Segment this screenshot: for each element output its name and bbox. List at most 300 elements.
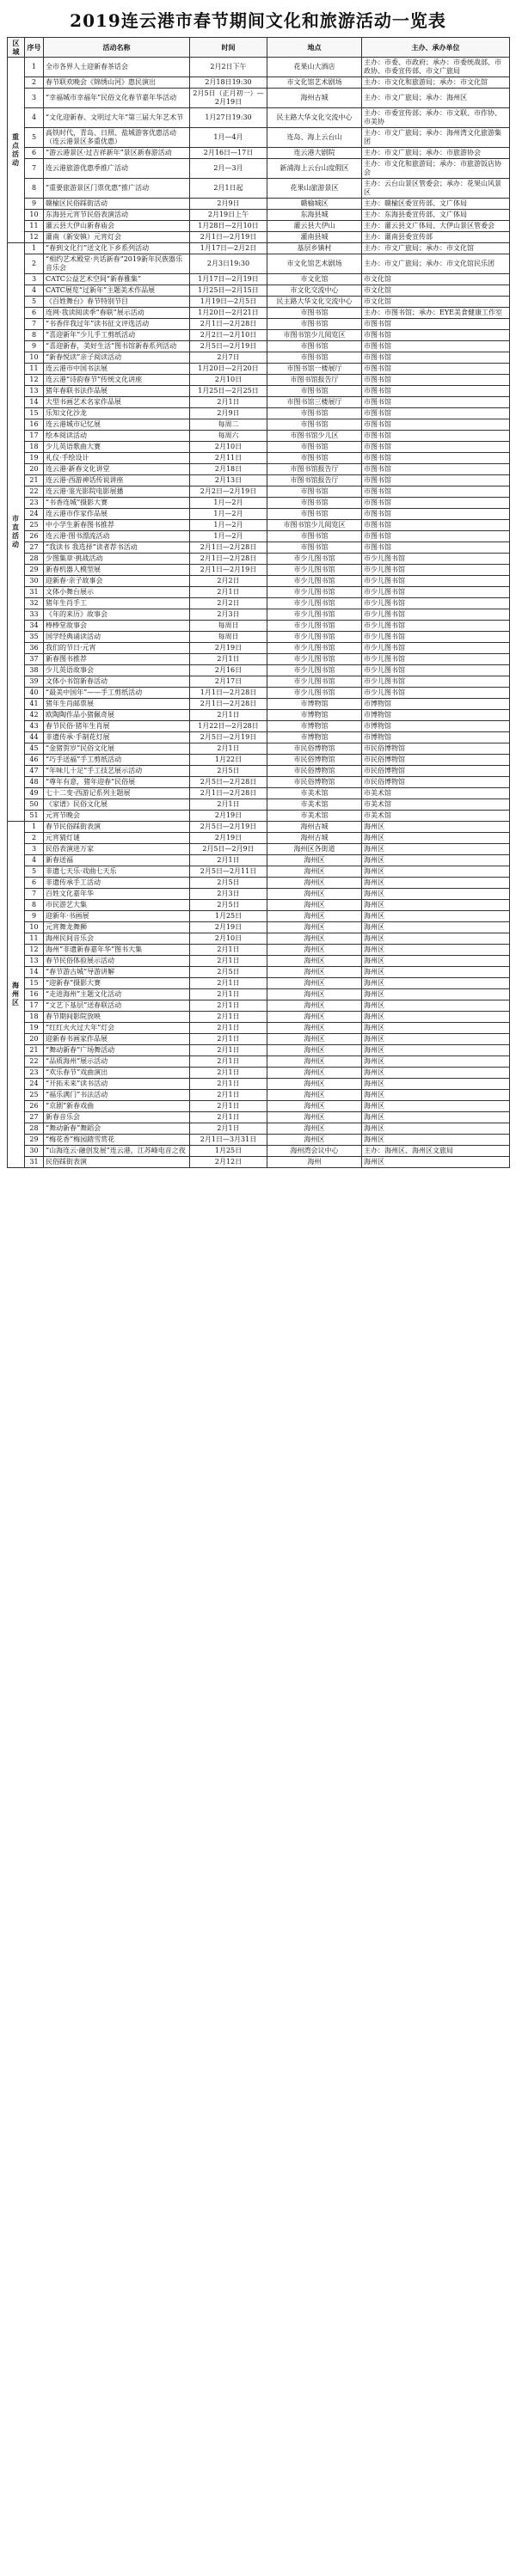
organizer-cell: 市图书馆 bbox=[362, 352, 510, 364]
organizer-cell: 主办：市文化和旅游局；承办：市文化馆 bbox=[362, 77, 510, 89]
index-cell: 14 bbox=[25, 967, 44, 978]
table-row bbox=[8, 844, 510, 855]
organizer-cell: 海州区 bbox=[362, 933, 510, 945]
time-cell: 2月1日—2月28日 bbox=[190, 699, 267, 710]
location-cell: 市图书馆 bbox=[267, 453, 362, 464]
time-cell: 2月5日—2月9日 bbox=[190, 844, 267, 855]
organizer-cell: 海州区 bbox=[362, 911, 510, 922]
organizer-cell: 市博物馆 bbox=[362, 710, 510, 721]
header-organizer: 主办、承办单位 bbox=[362, 38, 510, 58]
organizer-cell: 海州区 bbox=[362, 989, 510, 1000]
time-cell: 2月1日起 bbox=[190, 179, 267, 199]
index-cell: 7 bbox=[25, 889, 44, 900]
index-cell: 9 bbox=[25, 199, 44, 210]
activity-cell: 海州“非遗新春嘉年华”图书大集 bbox=[44, 945, 190, 956]
activity-table bbox=[7, 37, 510, 1168]
table-row bbox=[8, 397, 510, 408]
activity-cell: “舞动新春”舞蹈会 bbox=[44, 1123, 190, 1135]
activity-cell: “金猪贺岁”民俗文化展 bbox=[44, 743, 190, 755]
table-row bbox=[8, 128, 510, 148]
table-row bbox=[8, 855, 510, 866]
index-cell: 7 bbox=[25, 319, 44, 330]
index-cell: 36 bbox=[25, 643, 44, 654]
table-row bbox=[8, 956, 510, 967]
index-cell: 30 bbox=[25, 1146, 44, 1157]
activity-cell: 元宵舞龙舞狮 bbox=[44, 922, 190, 933]
activity-cell: 我们的节日·元宵 bbox=[44, 643, 190, 654]
time-cell: 1月22日 bbox=[190, 755, 267, 766]
location-cell: 海州区 bbox=[267, 855, 362, 866]
table-row bbox=[8, 822, 510, 833]
table-row bbox=[8, 243, 510, 254]
location-cell: 海州古城 bbox=[267, 822, 362, 833]
index-cell: 33 bbox=[25, 609, 44, 621]
table-row bbox=[8, 297, 510, 308]
organizer-cell: 市少儿图书馆 bbox=[362, 654, 510, 665]
organizer-cell: 海州区 bbox=[362, 956, 510, 967]
index-cell: 7 bbox=[25, 159, 44, 179]
activity-cell: 民俗踩街表演 bbox=[44, 1157, 190, 1168]
time-cell: 2月2日 bbox=[190, 576, 267, 587]
time-cell: 2月1日 bbox=[190, 1034, 267, 1045]
table-row bbox=[8, 475, 510, 486]
activity-cell: 猪年生肖邮票展 bbox=[44, 699, 190, 710]
organizer-cell: 市图书馆 bbox=[362, 419, 510, 431]
time-cell: 2月1日—2月19日 bbox=[190, 232, 267, 243]
organizer-cell: 市民俗博物馆 bbox=[362, 777, 510, 788]
organizer-cell: 市博物馆 bbox=[362, 732, 510, 743]
table-row bbox=[8, 254, 510, 274]
activity-cell: 春节民俗体验展示活动 bbox=[44, 956, 190, 967]
location-cell: 市图书馆少儿区 bbox=[267, 431, 362, 442]
table-row bbox=[8, 542, 510, 554]
index-cell: 30 bbox=[25, 576, 44, 587]
activity-cell: “巧手送福”手工剪纸活动 bbox=[44, 755, 190, 766]
organizer-cell: 海州区 bbox=[362, 967, 510, 978]
index-cell: 6 bbox=[25, 878, 44, 889]
activity-cell: 礼仪·手绘设计 bbox=[44, 453, 190, 464]
organizer-cell: 主办：灌南县委宣传部 bbox=[362, 232, 510, 243]
organizer-cell: 市图书馆 bbox=[362, 330, 510, 341]
location-cell: 市图书馆 bbox=[267, 408, 362, 419]
table-row bbox=[8, 375, 510, 386]
index-cell: 18 bbox=[25, 442, 44, 453]
table-row bbox=[8, 598, 510, 609]
activity-cell: 民俗表演进万家 bbox=[44, 844, 190, 855]
table-row bbox=[8, 799, 510, 811]
organizer-cell: 市少儿图书馆 bbox=[362, 632, 510, 643]
organizer-cell: 主办：市委宣传部；承办：市文联、市作协、市美协 bbox=[362, 108, 510, 128]
table-row bbox=[8, 431, 510, 442]
index-cell: 22 bbox=[25, 1056, 44, 1068]
index-cell: 45 bbox=[25, 743, 44, 755]
table-row bbox=[8, 788, 510, 799]
activity-cell: 中小学生新春图书推荐 bbox=[44, 520, 190, 531]
time-cell: 1月25日—2月25日 bbox=[190, 386, 267, 397]
organizer-cell: 市少儿图书馆 bbox=[362, 609, 510, 621]
activity-cell: “开拓未来”读书活动 bbox=[44, 1079, 190, 1090]
table-row bbox=[8, 308, 510, 319]
location-cell: 市图书馆报告厅 bbox=[267, 464, 362, 475]
activity-cell: “春节游古城”导游讲解 bbox=[44, 967, 190, 978]
activity-cell: “福乐满门”书法活动 bbox=[44, 1090, 190, 1101]
region-cell: 重点活动 bbox=[8, 58, 25, 243]
time-cell: 2月1日 bbox=[190, 1012, 267, 1023]
table-header-row bbox=[8, 38, 510, 58]
index-cell: 3 bbox=[25, 274, 44, 285]
table-row bbox=[8, 878, 510, 889]
index-cell: 26 bbox=[25, 1101, 44, 1112]
table-row bbox=[8, 1135, 510, 1146]
activity-cell: “文化迎新春、文明过大年”第三届大年艺术节 bbox=[44, 108, 190, 128]
organizer-cell: 主办：市文广旅局；承办：海州湾文化旅游集团 bbox=[362, 128, 510, 148]
location-cell: 连云港大剧院 bbox=[267, 148, 362, 159]
organizer-cell: 市少儿图书馆 bbox=[362, 554, 510, 565]
table-row bbox=[8, 352, 510, 364]
table-row bbox=[8, 179, 510, 199]
table-row bbox=[8, 285, 510, 297]
time-cell: 2月5日 bbox=[190, 878, 267, 889]
organizer-cell: 主办：市文广旅局；承办：海州区 bbox=[362, 89, 510, 108]
table-row bbox=[8, 743, 510, 755]
index-cell: 25 bbox=[25, 1090, 44, 1101]
organizer-cell: 海州区 bbox=[362, 1023, 510, 1034]
index-cell: 29 bbox=[25, 565, 44, 576]
location-cell: 海州区 bbox=[267, 978, 362, 989]
organizer-cell: 主办：市委、市政府；承办：市委统战部、市政协、市委宣传部、市文广旅局 bbox=[362, 58, 510, 77]
organizer-cell: 海州区 bbox=[362, 1012, 510, 1023]
time-cell: 1月—4月 bbox=[190, 128, 267, 148]
organizer-cell: 市图书馆 bbox=[362, 453, 510, 464]
organizer-cell: 市美术馆 bbox=[362, 799, 510, 811]
index-cell: 11 bbox=[25, 933, 44, 945]
index-cell: 17 bbox=[25, 1000, 44, 1012]
activity-cell: CATC展览“过新年”主题美术作品展 bbox=[44, 285, 190, 297]
index-cell: 46 bbox=[25, 755, 44, 766]
time-cell: 2月19日 bbox=[190, 922, 267, 933]
index-cell: 48 bbox=[25, 777, 44, 788]
table-row bbox=[8, 1056, 510, 1068]
location-cell: 海州区 bbox=[267, 1123, 362, 1135]
organizer-cell: 市图书馆 bbox=[362, 364, 510, 375]
table-row bbox=[8, 755, 510, 766]
time-cell: 1月—2月 bbox=[190, 520, 267, 531]
time-cell: 2月1日—2月28日 bbox=[190, 319, 267, 330]
activity-cell: 海州民间音乐会 bbox=[44, 933, 190, 945]
location-cell: 海州区 bbox=[267, 889, 362, 900]
location-cell: 市少儿图书馆 bbox=[267, 576, 362, 587]
index-cell: 11 bbox=[25, 364, 44, 375]
index-cell: 47 bbox=[25, 766, 44, 777]
location-cell: 灌南县城 bbox=[267, 232, 362, 243]
location-cell: 市文化馆艺术剧场 bbox=[267, 254, 362, 274]
activity-cell: 新春图书推荐 bbox=[44, 654, 190, 665]
header-time: 时间 bbox=[190, 38, 267, 58]
time-cell: 1月17日—2月19日 bbox=[190, 274, 267, 285]
time-cell: 2月1日—2月28日 bbox=[190, 542, 267, 554]
time-cell: 2月3日 bbox=[190, 609, 267, 621]
table-row bbox=[8, 554, 510, 565]
organizer-cell: 海州区 bbox=[362, 1112, 510, 1123]
table-row bbox=[8, 386, 510, 397]
time-cell: 2月10日 bbox=[190, 442, 267, 453]
activity-cell: 连网·我读阅读季“春联”展示活动 bbox=[44, 308, 190, 319]
location-cell: 花果山大酒店 bbox=[267, 58, 362, 77]
table-row bbox=[8, 274, 510, 285]
table-row bbox=[8, 108, 510, 128]
activity-cell: “我读书 我选择”读者荐书活动 bbox=[44, 542, 190, 554]
activity-cell: 连云港·图书漂流活动 bbox=[44, 531, 190, 542]
header-activity: 活动名称 bbox=[44, 38, 190, 58]
organizer-cell: 市美术馆 bbox=[362, 811, 510, 822]
time-cell: 1月28日—2月10日 bbox=[190, 221, 267, 232]
time-cell: 1月20日—2月20日 bbox=[190, 364, 267, 375]
location-cell: 海州区 bbox=[267, 967, 362, 978]
activity-cell: “春到文化行”送文化下乡系列活动 bbox=[44, 243, 190, 254]
activity-cell: 新春送福 bbox=[44, 855, 190, 866]
location-cell: 市图书馆少儿阅览区 bbox=[267, 520, 362, 531]
index-cell: 4 bbox=[25, 108, 44, 128]
table-row bbox=[8, 464, 510, 475]
table-row bbox=[8, 866, 510, 878]
table-body bbox=[8, 58, 510, 1168]
organizer-cell: 海州区 bbox=[362, 900, 510, 911]
table-row bbox=[8, 1112, 510, 1123]
time-cell: 2月5日 bbox=[190, 967, 267, 978]
organizer-cell: 海州区 bbox=[362, 822, 510, 833]
index-cell: 49 bbox=[25, 788, 44, 799]
location-cell: 基层乡镇村 bbox=[267, 243, 362, 254]
location-cell: 市美术馆 bbox=[267, 799, 362, 811]
header-location: 地点 bbox=[267, 38, 362, 58]
index-cell: 12 bbox=[25, 232, 44, 243]
activity-cell: 国学经典诵读活动 bbox=[44, 632, 190, 643]
index-cell: 4 bbox=[25, 855, 44, 866]
activity-cell: “舞动新春”广场舞活动 bbox=[44, 1045, 190, 1056]
location-cell: 新浦海上云台山度假区 bbox=[267, 159, 362, 179]
organizer-cell: 市图书馆 bbox=[362, 319, 510, 330]
time-cell: 每周日 bbox=[190, 621, 267, 632]
index-cell: 8 bbox=[25, 900, 44, 911]
time-cell: 每周六 bbox=[190, 431, 267, 442]
activity-cell: 《百姓舞台》春节特别节目 bbox=[44, 297, 190, 308]
table-row bbox=[8, 520, 510, 531]
location-cell: 市少儿图书馆 bbox=[267, 643, 362, 654]
time-cell: 2月11日 bbox=[190, 453, 267, 464]
location-cell: 市少儿图书馆 bbox=[267, 587, 362, 598]
index-cell: 5 bbox=[25, 297, 44, 308]
time-cell: 2月7日 bbox=[190, 352, 267, 364]
table-row bbox=[8, 330, 510, 341]
time-cell: 2月1日 bbox=[190, 855, 267, 866]
activity-cell: “梅花香”梅园踏雪赏花 bbox=[44, 1135, 190, 1146]
time-cell: 2月1日 bbox=[190, 710, 267, 721]
table-row bbox=[8, 232, 510, 243]
index-cell: 6 bbox=[25, 148, 44, 159]
activity-cell: 迎新年·书画展 bbox=[44, 911, 190, 922]
location-cell: 市图书馆 bbox=[267, 442, 362, 453]
time-cell: 1月22日—2月28日 bbox=[190, 721, 267, 732]
table-row bbox=[8, 453, 510, 464]
activity-cell: 绘本阅读活动 bbox=[44, 431, 190, 442]
organizer-cell: 主办：市文广旅局；承办：市文化馆民乐团 bbox=[362, 254, 510, 274]
organizer-cell: 市图书馆 bbox=[362, 408, 510, 419]
location-cell: 市文化馆 bbox=[267, 274, 362, 285]
location-cell: 海州区 bbox=[267, 989, 362, 1000]
activity-cell: 非遗传承手工活动 bbox=[44, 878, 190, 889]
organizer-cell: 市少儿图书馆 bbox=[362, 565, 510, 576]
activity-cell: “尊年有意，猪年迎春”民俗展 bbox=[44, 777, 190, 788]
index-cell: 16 bbox=[25, 989, 44, 1000]
organizer-cell: 市图书馆 bbox=[362, 442, 510, 453]
index-cell: 41 bbox=[25, 699, 44, 710]
location-cell: 市图书馆报告厅 bbox=[267, 375, 362, 386]
index-cell: 26 bbox=[25, 531, 44, 542]
activity-cell: 春节民俗踩街表演 bbox=[44, 822, 190, 833]
activity-cell: 连云港·西游神话传说讲座 bbox=[44, 475, 190, 486]
organizer-cell: 主办：市文广旅局；承办：市旅游协会 bbox=[362, 148, 510, 159]
time-cell: 2月18日 bbox=[190, 464, 267, 475]
time-cell: 2月19日 bbox=[190, 811, 267, 822]
time-cell: 2月1日 bbox=[190, 945, 267, 956]
header-index: 序号 bbox=[25, 38, 44, 58]
time-cell: 2月16日 bbox=[190, 665, 267, 676]
location-cell: 海州古城 bbox=[267, 833, 362, 844]
table-row bbox=[8, 766, 510, 777]
header-region: 区域 bbox=[8, 38, 25, 58]
time-cell: 1月19日—2月5日 bbox=[190, 297, 267, 308]
index-cell: 1 bbox=[25, 58, 44, 77]
table-row bbox=[8, 565, 510, 576]
index-cell: 2 bbox=[25, 833, 44, 844]
time-cell: 2月19日 bbox=[190, 643, 267, 654]
table-row bbox=[8, 710, 510, 721]
table-row bbox=[8, 609, 510, 621]
location-cell: 市博物馆 bbox=[267, 710, 362, 721]
table-row bbox=[8, 77, 510, 89]
index-cell: 9 bbox=[25, 341, 44, 352]
activity-cell: “走进海州”主题文化活动 bbox=[44, 989, 190, 1000]
location-cell: 海州区 bbox=[267, 922, 362, 933]
location-cell: 市图书馆 bbox=[267, 542, 362, 554]
location-cell: 市民俗博物馆 bbox=[267, 766, 362, 777]
activity-cell: 灌云县大伊山新春庙会 bbox=[44, 221, 190, 232]
organizer-cell: 市民俗博物馆 bbox=[362, 766, 510, 777]
location-cell: 市文化交流中心 bbox=[267, 285, 362, 297]
table-row bbox=[8, 210, 510, 221]
table-row bbox=[8, 1146, 510, 1157]
index-cell: 1 bbox=[25, 243, 44, 254]
location-cell: 海州区 bbox=[267, 1112, 362, 1123]
index-cell: 31 bbox=[25, 587, 44, 598]
table-row bbox=[8, 1034, 510, 1045]
activity-cell: CATC公益艺术空间“新春雅集” bbox=[44, 274, 190, 285]
index-cell: 12 bbox=[25, 375, 44, 386]
time-cell: 2月1日—2月19日 bbox=[190, 565, 267, 576]
location-cell: 海州区 bbox=[267, 1045, 362, 1056]
location-cell: 市博物馆 bbox=[267, 732, 362, 743]
activity-cell: 连云港·新春文化讲堂 bbox=[44, 464, 190, 475]
activity-cell: “书香伴我过年”读书征文评选活动 bbox=[44, 319, 190, 330]
time-cell: 1月—2月 bbox=[190, 509, 267, 520]
location-cell: 市图书馆 bbox=[267, 352, 362, 364]
activity-cell: “喜迎新春，美好生活”图书馆新春系列活动 bbox=[44, 341, 190, 352]
index-cell: 21 bbox=[25, 475, 44, 486]
time-cell: 2月1日 bbox=[190, 587, 267, 598]
time-cell: 2月2日—2月19日 bbox=[190, 486, 267, 498]
activity-cell: 欧陶陶作品小猪佩奇展 bbox=[44, 710, 190, 721]
table-row bbox=[8, 1123, 510, 1135]
index-cell: 31 bbox=[25, 1157, 44, 1168]
time-cell: 2月1日 bbox=[190, 1101, 267, 1112]
index-cell: 5 bbox=[25, 866, 44, 878]
organizer-cell: 市少儿图书馆 bbox=[362, 576, 510, 587]
table-row bbox=[8, 199, 510, 210]
location-cell: 市少儿图书馆 bbox=[267, 609, 362, 621]
table-row bbox=[8, 900, 510, 911]
location-cell: 市图书馆 bbox=[267, 498, 362, 509]
organizer-cell: 海州区 bbox=[362, 878, 510, 889]
index-cell: 10 bbox=[25, 210, 44, 221]
location-cell: 市少儿图书馆 bbox=[267, 665, 362, 676]
table-row bbox=[8, 967, 510, 978]
organizer-cell: 市文化馆 bbox=[362, 297, 510, 308]
activity-cell: 高铁时代，青岛、日照、盐城游客优惠活动（连云港景区多重优惠） bbox=[44, 128, 190, 148]
index-cell: 42 bbox=[25, 710, 44, 721]
location-cell: 市图书馆一楼展厅 bbox=[267, 364, 362, 375]
location-cell: 东海县城 bbox=[267, 210, 362, 221]
index-cell: 9 bbox=[25, 911, 44, 922]
activity-cell: 春节民俗·猪年生肖展 bbox=[44, 721, 190, 732]
organizer-cell: 市少儿图书馆 bbox=[362, 665, 510, 676]
organizer-cell: 市图书馆 bbox=[362, 520, 510, 531]
index-cell: 50 bbox=[25, 799, 44, 811]
organizer-cell: 海州区 bbox=[362, 1123, 510, 1135]
organizer-cell: 市博物馆 bbox=[362, 721, 510, 732]
index-cell: 2 bbox=[25, 77, 44, 89]
table-row bbox=[8, 632, 510, 643]
location-cell: 海州区 bbox=[267, 878, 362, 889]
table-row bbox=[8, 486, 510, 498]
organizer-cell: 海州区 bbox=[362, 866, 510, 878]
activity-cell: “红红火火过大年”灯会 bbox=[44, 1023, 190, 1034]
time-cell: 2月5日—2月19日 bbox=[190, 732, 267, 743]
location-cell: 市少儿图书馆 bbox=[267, 632, 362, 643]
index-cell: 19 bbox=[25, 453, 44, 464]
table-row bbox=[8, 1157, 510, 1168]
table-row bbox=[8, 1101, 510, 1112]
organizer-cell: 市图书馆 bbox=[362, 341, 510, 352]
location-cell: 市民俗博物馆 bbox=[267, 777, 362, 788]
time-cell: 1月20日—2月21日 bbox=[190, 308, 267, 319]
activity-cell: 非遗传承·手制花灯展 bbox=[44, 732, 190, 743]
organizer-cell: 主办：市文化和旅游局；承办：市旅游饭店协会 bbox=[362, 159, 510, 179]
table-row bbox=[8, 1045, 510, 1056]
location-cell: 海州 bbox=[267, 1157, 362, 1168]
activity-cell: “新春悦读”亲子阅读活动 bbox=[44, 352, 190, 364]
index-cell: 10 bbox=[25, 352, 44, 364]
index-cell: 13 bbox=[25, 386, 44, 397]
organizer-cell: 市民俗博物馆 bbox=[362, 755, 510, 766]
activity-cell: 连云港市中国书法展 bbox=[44, 364, 190, 375]
time-cell: 2月2日下午 bbox=[190, 58, 267, 77]
location-cell: 灌云县大伊山 bbox=[267, 221, 362, 232]
table-row bbox=[8, 833, 510, 844]
table-row bbox=[8, 576, 510, 587]
table-row bbox=[8, 1068, 510, 1079]
location-cell: 花果山旅游景区 bbox=[267, 179, 362, 199]
organizer-cell: 市文化馆 bbox=[362, 274, 510, 285]
